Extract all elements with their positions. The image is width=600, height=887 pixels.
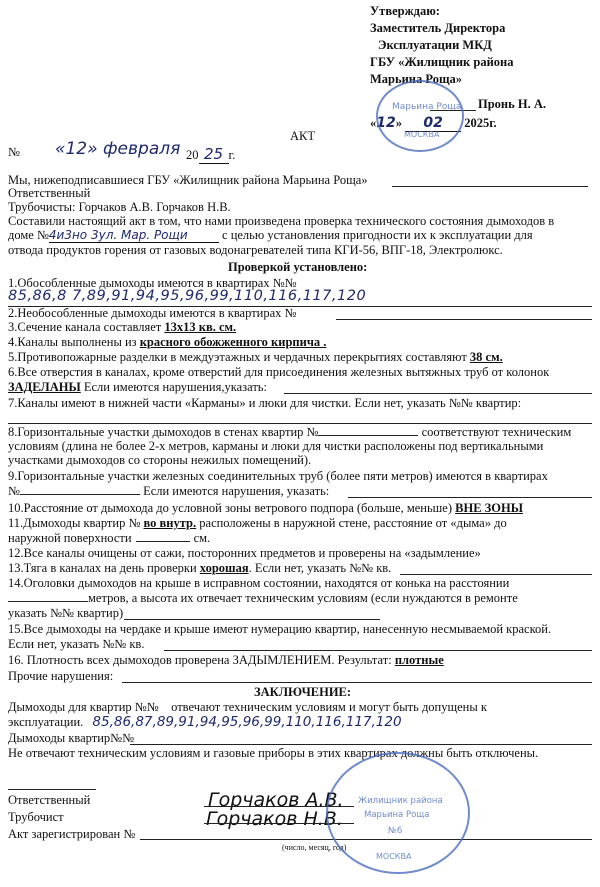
item-3-label: 3.Сечение канала составляет — [8, 320, 162, 334]
conclusion-apartments: 85,86,87,89,91,94,95,96,99,110,116,117,120 — [92, 714, 402, 730]
conclusion-1-label: Дымоходы для квартир №№ — [8, 700, 159, 714]
item-14a: 14.Оголовки дымоходов на крыше в исправном состоянии, находятся от конька на расстоянии — [8, 576, 510, 590]
item-9-label: Если имеются нарушения, указать: — [143, 484, 330, 498]
item-4-label: 4.Каналы выполнены из — [8, 335, 137, 349]
item-14-label: метров, а высота их отвечает техническим условиям (если нуждаются в ремонте — [88, 591, 518, 605]
act-year-handwritten: 25 — [199, 145, 229, 164]
item-9-number-sign: № — [8, 484, 20, 498]
signature-2: Горчаков Н.В. — [206, 808, 343, 830]
act-year-prefix: 20 — [186, 148, 199, 162]
item-6-value: ЗАДЕЛАНЫ — [8, 380, 81, 394]
checked-heading: Проверкой установлено: — [228, 260, 368, 274]
item-8-label: 8.Горизонтальные участки дымоходов в стенах квартир № — [8, 425, 319, 439]
approval-date-open: « — [370, 116, 377, 130]
item-8c: условиям (длина не более 2-х метров, карманы и люки для чистки расположены под вертикальными — [8, 439, 544, 453]
approval-signer: Пронь Н. А. — [478, 97, 546, 111]
address-handwritten: 4и3но 3ул. Мар. Рощи — [49, 229, 219, 243]
approval-department: Эксплуатации МКД — [378, 38, 492, 52]
conclusion-1-label-2: отвечают техническим условиям и могут быть допущены к — [171, 700, 487, 714]
item-3-value: 13х13 кв. см. — [164, 320, 237, 334]
item-14c: указать №№ квартир) — [8, 606, 124, 620]
item-13-label-2: . Если нет, указать №№ кв. — [248, 561, 392, 575]
round-stamp-line2: Марьина Роща — [364, 810, 430, 820]
intro-p2a: доме № — [8, 228, 49, 242]
intro-we-text: Мы, нижеподписавшиеся ГБУ «Жилищник района Марьина Роща» — [8, 173, 368, 187]
sign-registered: Акт зарегистрирован № — [8, 827, 136, 841]
intro-p3: отвода продуктов горения от газовых водонагревателей типа КГИ-56, ВПГ-18, Электролюкс. — [8, 243, 503, 257]
item-7: 7.Каналы имеют в нижней части «Карманы» и люки для чистки. Если нет, указать №№ квартир: — [8, 396, 522, 410]
conclusion-heading: ЗАКЛЮЧЕНИЕ: — [254, 685, 352, 699]
item-13-value: хорошая — [199, 561, 249, 575]
item-4 — [8, 336, 592, 349]
act-year-suffix: г. — [228, 148, 236, 162]
item-9-line — [348, 497, 592, 498]
approval-date-close: » — [395, 116, 402, 130]
item-4-value: красного обожженного кирпича . — [139, 335, 327, 349]
conclusion-2-label: эксплуатации. — [8, 715, 84, 729]
item-6-line — [284, 393, 592, 394]
approval-stamp-text: Марьина Роща — [392, 102, 462, 112]
item-7-line — [8, 423, 592, 424]
item-15-line — [164, 650, 592, 651]
item-13-line — [400, 574, 592, 575]
approval-title: Утверждаю: — [370, 4, 440, 18]
approval-date-day: 12 — [376, 115, 396, 131]
act-title: АКТ — [290, 129, 315, 143]
item-8a — [8, 426, 592, 439]
item-10 — [8, 502, 592, 515]
item-16 — [8, 654, 592, 667]
item-11-blank — [136, 541, 190, 542]
act-date-handwritten: «12» февраля — [55, 139, 181, 159]
item-10-label: 10.Расстояние от дымохода до условной зоны ветрового подпора (больше, меньше) — [8, 501, 453, 515]
conclusion-2 — [8, 716, 592, 729]
item-3 — [8, 321, 592, 334]
act-year — [186, 145, 235, 164]
approval-stamp-city: МОСКВА — [404, 130, 440, 139]
item-11-label: 11.Дымоходы квартир № — [8, 516, 141, 530]
approval-date-year: 2025г. — [464, 116, 497, 130]
signature-1: Горчаков А.В. — [208, 789, 344, 811]
round-stamp — [326, 752, 470, 874]
item-11a — [8, 517, 592, 530]
approval-date-month: 02 — [405, 115, 461, 132]
item-15b: Если нет, указать №№ кв. — [8, 637, 145, 651]
item-11b — [8, 532, 592, 545]
item-5-label: 5.Противопожарные разделки в междуэтажных и чердачных перекрытиях составляют — [8, 350, 467, 364]
item-11-unit: см. — [193, 531, 211, 545]
item-5-value: 38 см. — [469, 350, 503, 364]
item-12: 12.Все каналы очищены от сажи, посторонних предметов и проверены на «задымление» — [8, 546, 481, 560]
approval-org: ГБУ «Жилищник района — [370, 55, 514, 69]
other-violations-line — [122, 682, 592, 683]
approval-stamp — [376, 80, 464, 152]
item-10-value: ВНЕ ЗОНЫ — [455, 501, 523, 515]
item-11-label-2: расположены в наружной стене, расстояние от «дыма» до — [199, 516, 507, 530]
item-6a: 6.Все отверстия в каналах, кроме отверстий для присоединения железных вытяжных труб от колонок — [8, 365, 550, 379]
item-1: 1.Обособленные дымоходы имеются в квартирах №№ — [8, 276, 297, 290]
item-6-label: Если имеются нарушения,указать: — [83, 380, 267, 394]
item-15a: 15.Все дымоходы на чердаке и крыше имеют нумерацию квартир, нанесенную несмываемой краской. — [8, 622, 552, 636]
conclusion-3-line — [130, 744, 592, 745]
act-number-sign: № — [8, 145, 20, 159]
conclusion-4: Не отвечают техническим условиям и газовые приборы в этих квартирах должны быть отключены. — [8, 746, 539, 760]
item-14-blank — [8, 601, 88, 602]
item-13-label: 13.Тяга в каналах на день проверки — [8, 561, 197, 575]
approval-position: Заместитель Директора — [370, 21, 506, 35]
item-5 — [8, 351, 592, 364]
intro-responsible: Ответственный — [8, 186, 91, 200]
intro-p2 — [8, 229, 592, 243]
intro-p2b: с целью установления пригодности их к эксплуатации для — [222, 228, 533, 242]
item-2-line — [336, 319, 592, 320]
approval-org-2: Марьина Роща» — [370, 72, 463, 86]
item-11-value: во внутр. — [143, 516, 197, 530]
item-14b — [8, 592, 592, 605]
item-11-label-3: наружной поверхности — [8, 531, 132, 545]
item-16-value: плотные — [394, 653, 444, 667]
item-8d: участками дымоходов со стороны нежилых помещений). — [8, 453, 312, 467]
intro-sweeps: Трубочисты: Горчаков А.В. Горчаков Н.В. — [8, 200, 231, 214]
sign-responsible: Ответственный — [8, 793, 91, 807]
conclusion-3: Дымоходы квартир№№ — [8, 731, 135, 745]
item-9-blank — [20, 494, 140, 495]
item-9a: 9.Горизонтальные участки железных соединительных труб (более пяти метров) имеются в квартирах — [8, 469, 548, 483]
responsible-sign-line — [8, 789, 96, 790]
item-2: 2.Необособленные дымоходы имеются в квартирах № — [8, 306, 297, 320]
item-8-blank — [318, 435, 418, 436]
item-1-apartments: 85,86,8 7,89,91,94,95,96,99,110,116,117,120 — [8, 288, 367, 304]
item-8-label-2: соответствуют техническим — [421, 425, 572, 439]
intro-p1: Составили настоящий акт в том, что нами произведена проверка технического состояния дымоходов в — [8, 214, 555, 228]
date-caption: (число, месяц, год) — [282, 843, 347, 852]
sign-sweep: Трубочист — [8, 810, 64, 824]
other-violations: Прочие нарушения: — [8, 669, 114, 683]
conclusion-1 — [8, 701, 592, 714]
item-14-line — [124, 619, 380, 620]
round-stamp-line3: №6 — [388, 826, 403, 836]
round-stamp-line1: Жилищник района — [358, 796, 443, 806]
round-stamp-city: МОСКВА — [376, 852, 412, 861]
item-16-label: 16. Плотность всех дымоходов проверена ЗАДЫМЛЕНИЕМ. Результат: — [8, 653, 392, 667]
